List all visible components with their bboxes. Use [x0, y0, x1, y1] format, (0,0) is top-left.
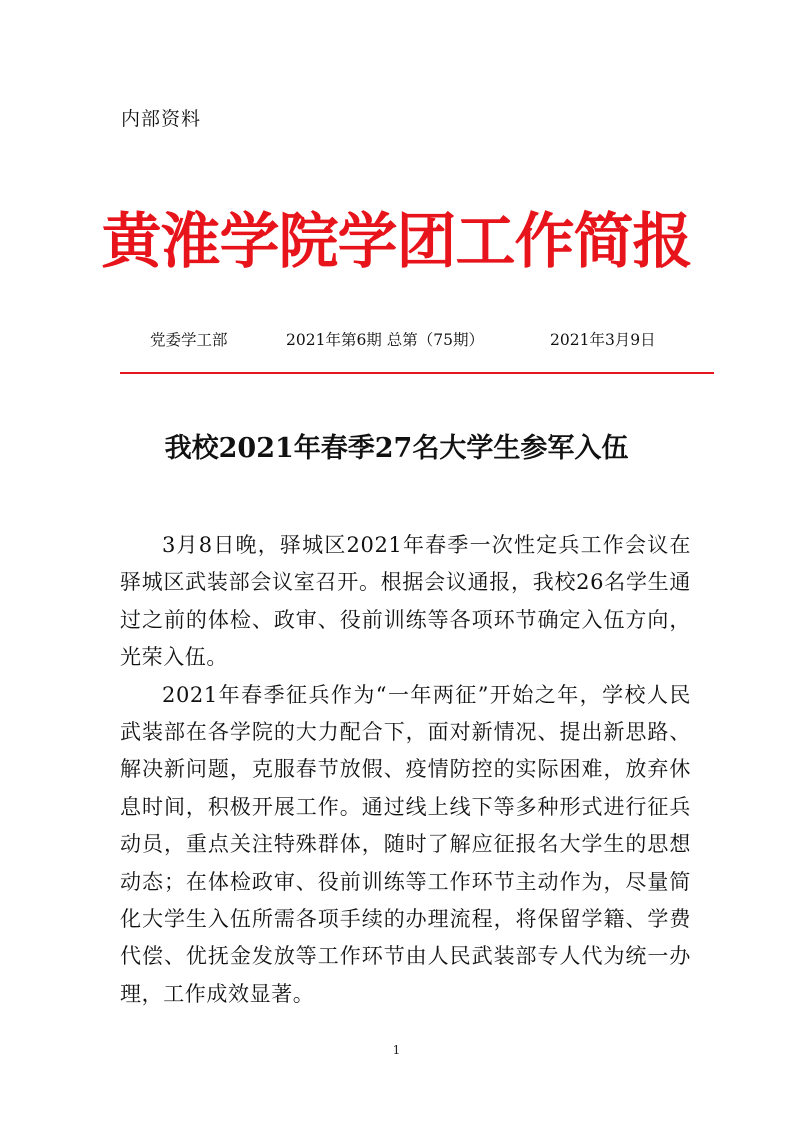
issuing-department: 党委学工部: [150, 331, 228, 349]
body-paragraph: 2021年春季征兵作为“一年两征”开始之年，学校人民武装部在各学院的大力配合下，面对新情况、提出新思路、解决新问题，克服春节放假、疫情防控的实际困难，放弃休息时间，积极开展工作。通过线上线下等多种形式进行征兵动员，重点关注特殊群体，随时了解应征报名大学生的思想动态；在体检政审、役前训练等工作环节主动作为，尽量简化大学生入伍所需各项手续的办理流程，将保留学籍、学费代偿、优抚金发放等工作环节由人民武装部专人代为统一办理，工作成效显著。: [120, 682, 691, 1006]
article-body: [120, 527, 691, 1013]
page-number: 1: [392, 1043, 401, 1057]
article-headline: 我校2021年春季27名大学生参军入伍: [164, 433, 629, 464]
issue-date: 2021年3月9日: [550, 331, 656, 349]
internal-material-label: 内部资料: [121, 108, 202, 130]
issue-number: 2021年第6期 总第（75期）: [286, 331, 484, 349]
body-paragraph: 3月8日晚，驿城区2021年春季一次性定兵工作会议在驿城区武装部会议室召开。根据会议通报，我校26名学生通过之前的体检、政审、役前训练等各项环节确定入伍方向，光荣入伍。: [120, 533, 691, 670]
red-divider: [120, 372, 714, 374]
bulletin-masthead: 黄淮学院学团工作简报: [101, 207, 692, 277]
